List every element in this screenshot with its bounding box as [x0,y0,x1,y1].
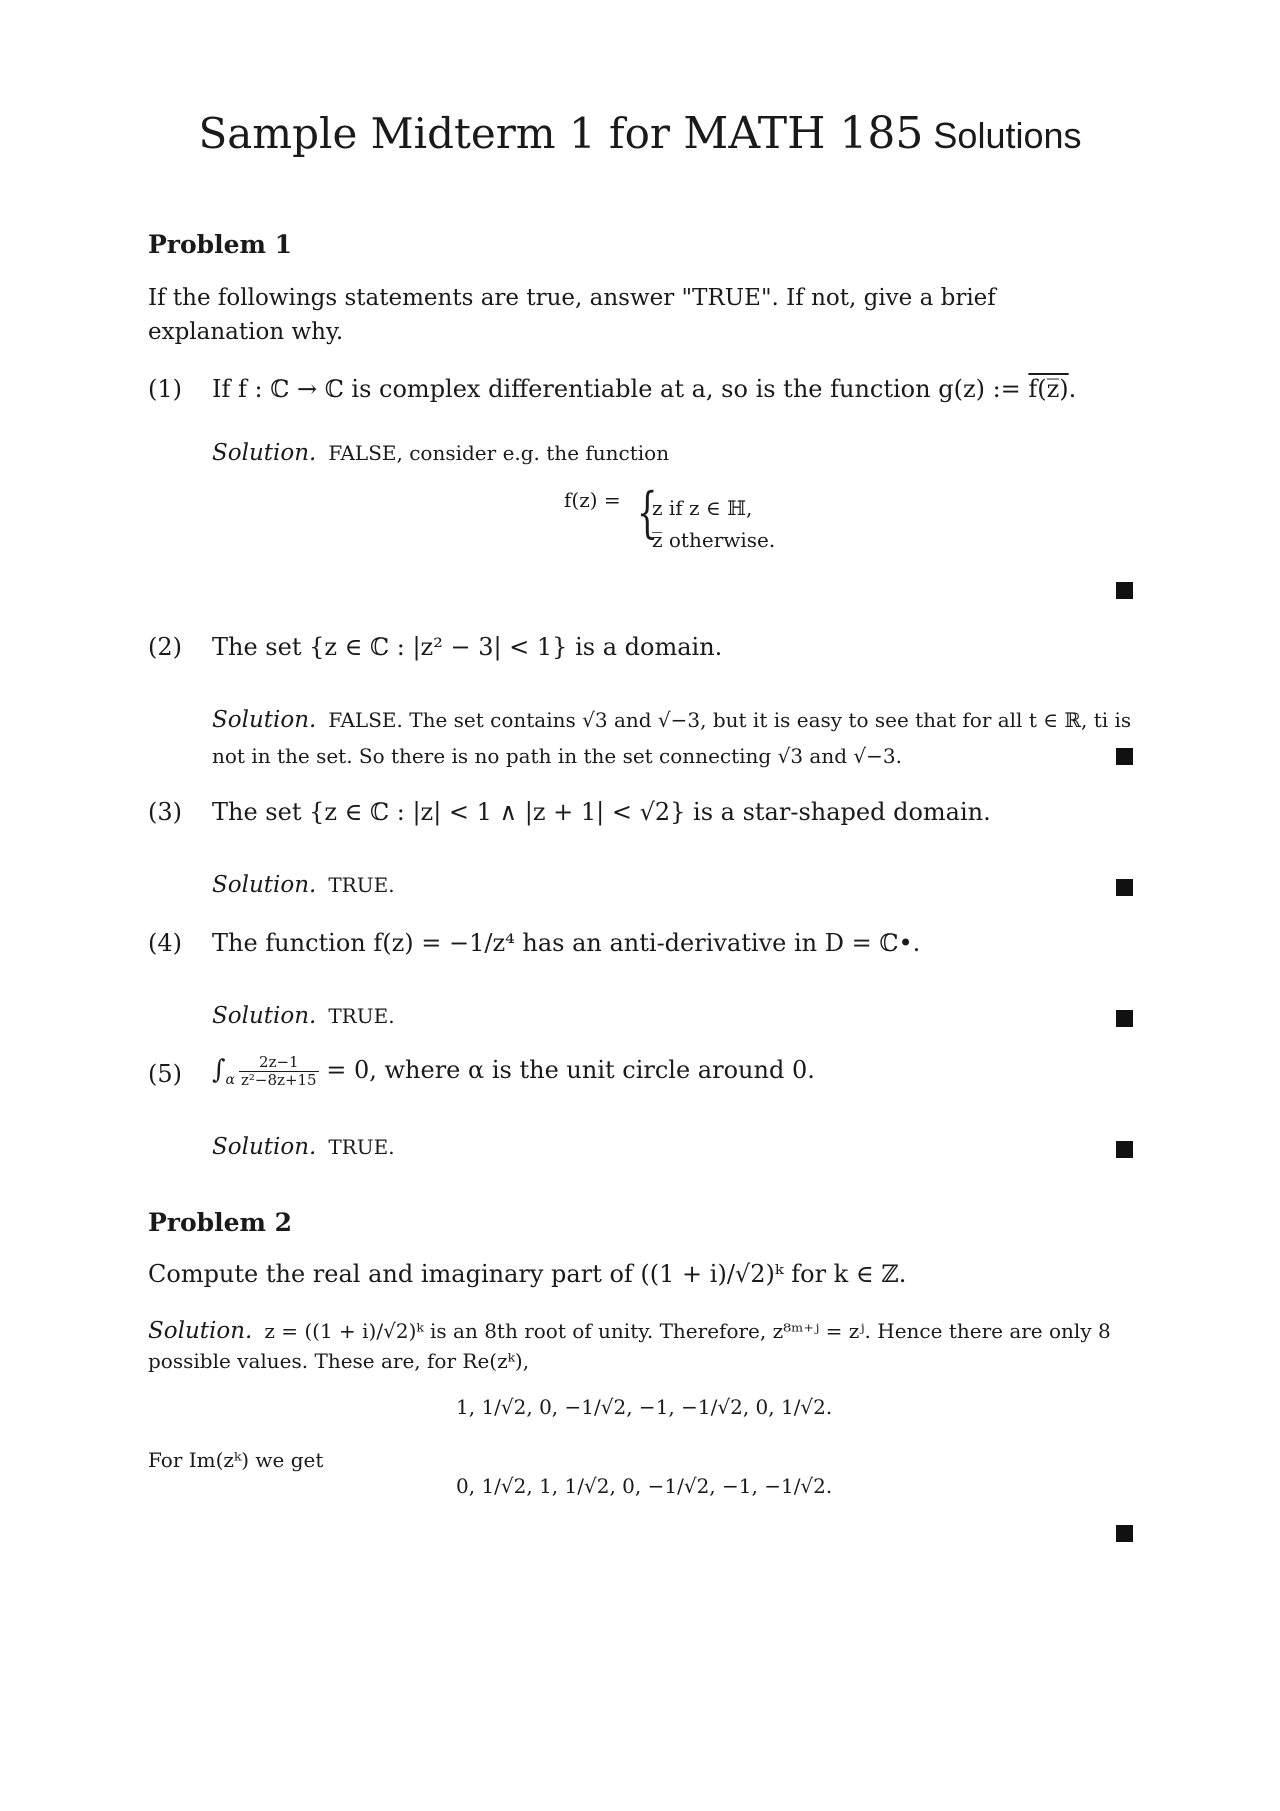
item1-statement-a: If f : ℂ → ℂ is complex differentiable at a, so is the function g(z) := [212,375,1029,403]
im-values: 0, 1/√2, 1, 1/√2, 0, −1/√2, −1, −1/√2. [456,1474,833,1498]
item5-statement [212,1054,815,1089]
re-values: 1, 1/√2, 0, −1/√2, −1, −1/√2, 0, 1/√2. [456,1395,833,1419]
title-part3: Solutions [923,115,1082,156]
item4-solution [212,1003,395,1029]
fraction-denominator: z²−8z+15 [241,1071,317,1089]
title-part1: Sample Midterm 1 for [198,109,684,158]
problem2-heading: Problem 2 [148,1208,293,1237]
integral-sign: ∫ [212,1055,226,1085]
item5-solution-text: TRUE. [328,1135,395,1159]
problem1-intro: If the followings statements are true, answer "TRUE". If not, give a brief explanation why. [148,285,996,345]
qed-icon [1116,879,1133,896]
title-part2: MATH 185 [683,108,924,159]
item1-solution-label: Solution. [212,440,317,466]
item1-statement [212,375,1076,403]
item1-number: (1) [148,375,182,403]
item1-solution [212,440,669,466]
item2-solution-label: Solution. [212,707,317,733]
item4-statement: The function f(z) = −1/z⁴ has an anti-derivative in D = ℂ•. [212,929,921,957]
qed-icon [1116,1141,1133,1158]
qed-icon [1116,1010,1133,1027]
item1-case1: z if z ∈ ℍ, [652,496,753,520]
problem2-solution-text: z = ((1 + i)/√2)ᵏ is an 8th root of unity. Therefore, z⁸ᵐ⁺ʲ = zʲ. Hence there are only 8 possible values. These are, for Re(zᵏ), [148,1319,1111,1373]
item5-solution [212,1134,395,1160]
item4-solution-label: Solution. [212,1003,317,1029]
item3-number: (3) [148,798,182,826]
fraction-numerator: 2z−1 [239,1054,319,1072]
problem2-solution [148,1316,1133,1376]
item1-fz: f(z) = [564,488,621,512]
item3-statement: The set {z ∈ ℂ : |z| < 1 ∧ |z + 1| < √2} is a star-shaped domain. [212,798,991,826]
problem2-solution-label: Solution. [148,1318,253,1344]
item1-brace: { [636,481,658,544]
item3-solution-text: TRUE. [328,873,395,897]
item2-statement: The set {z ∈ ℂ : |z² − 3| < 1} is a domain. [212,633,723,661]
problem2-statement: Compute the real and imaginary part of ((1 + i)/√2)ᵏ for k ∈ ℤ. [148,1260,907,1288]
im-intro: For Im(zᵏ) we get [148,1448,324,1472]
item3-solution [212,872,395,898]
item1-case2: z̅ otherwise. [652,528,776,552]
item2-number: (2) [148,633,182,661]
page-title [0,108,1280,159]
integral-subscript: α [225,1072,236,1088]
item1-statement-c: . [1068,375,1077,403]
item2-solution [212,702,1132,774]
item2-solution-text: FALSE. The set contains √3 and √−3, but it is easy to see that for all t ∈ ℝ, ti is not in the set. So there is no path in the set connecting √3 and √−3. [212,708,1132,768]
qed-icon [1116,748,1133,765]
integrand-fraction [239,1054,319,1089]
qed-icon [1116,1525,1133,1542]
item3-solution-label: Solution. [212,872,317,898]
item1-statement-b: f(z̅) [1028,375,1069,403]
item4-solution-text: TRUE. [328,1004,395,1028]
item5-statement-rest: = 0, where α is the unit circle around 0. [318,1056,815,1084]
item5-number: (5) [148,1060,182,1088]
item1-solution-text: FALSE, consider e.g. the function [328,441,670,465]
qed-icon [1116,582,1133,599]
item4-number: (4) [148,929,182,957]
problem1-heading: Problem 1 [148,230,293,259]
item5-solution-label: Solution. [212,1134,317,1160]
